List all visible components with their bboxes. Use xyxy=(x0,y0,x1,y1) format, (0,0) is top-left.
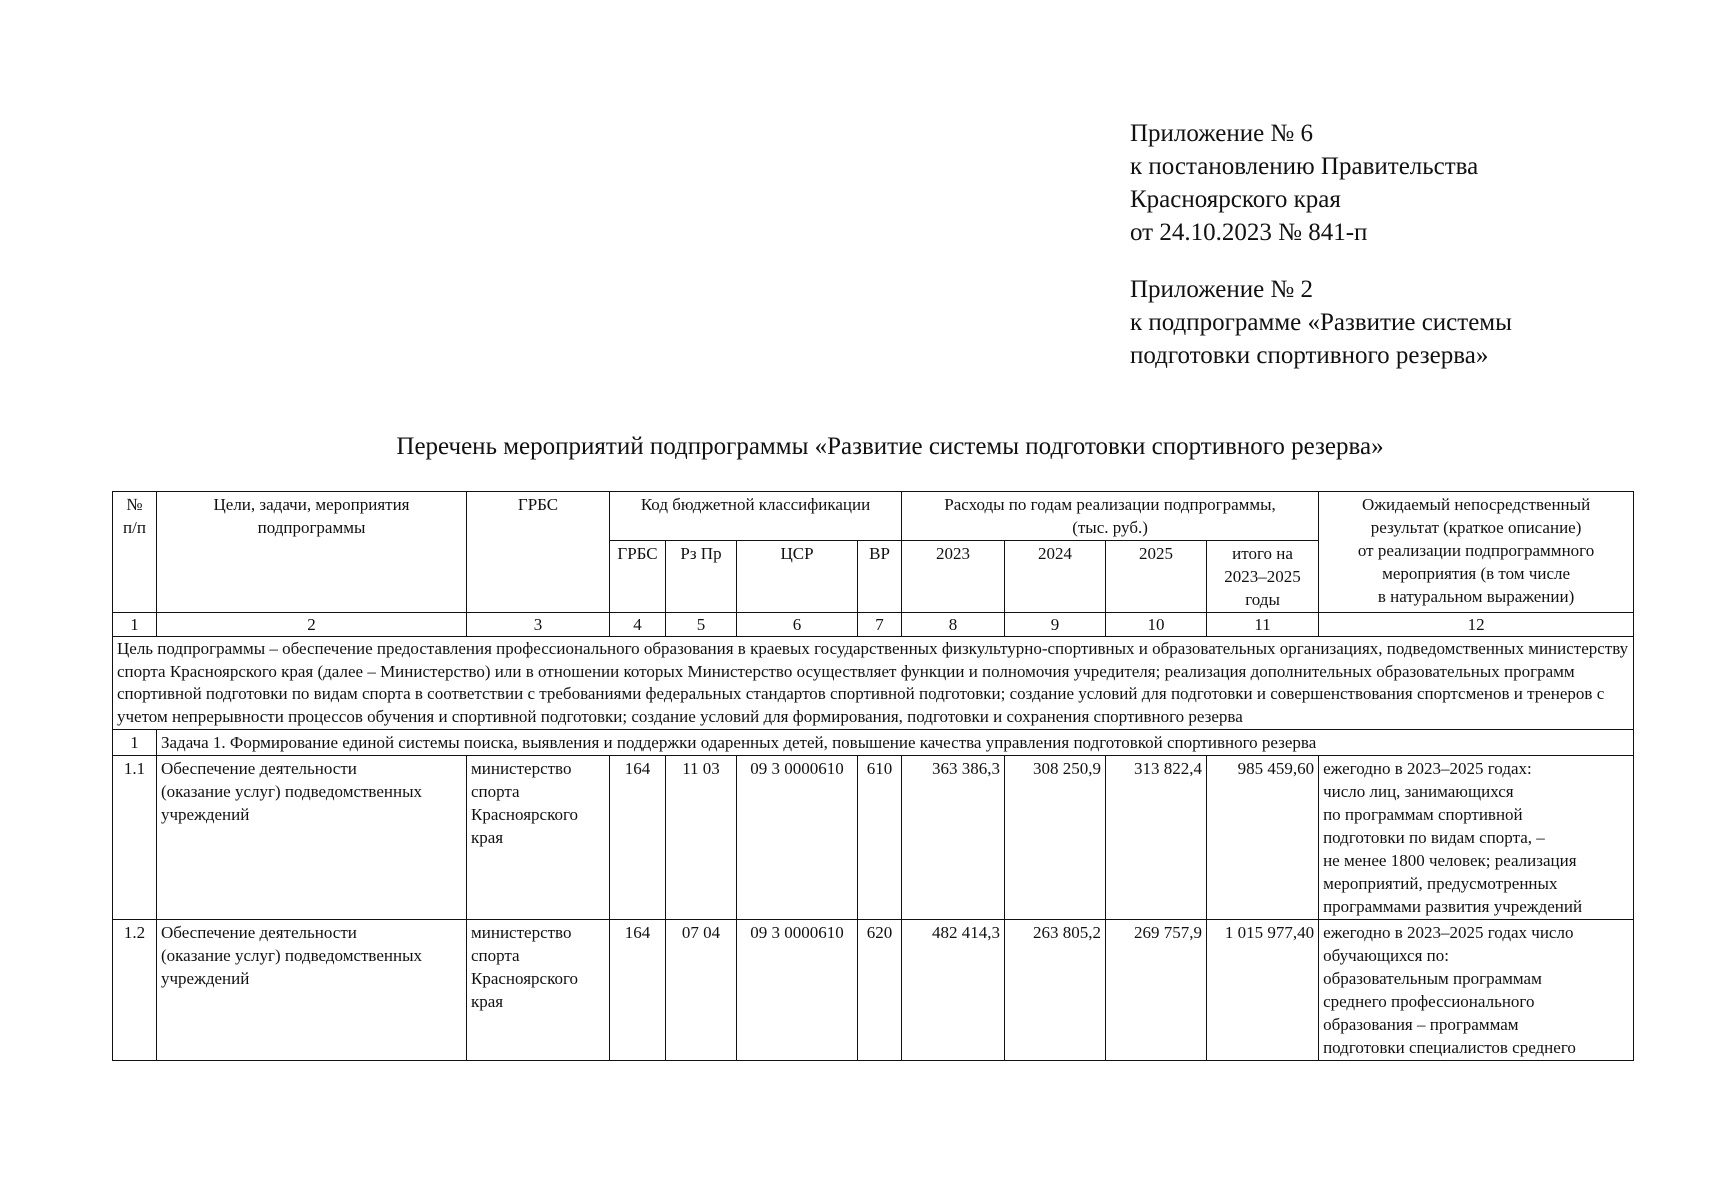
header-expenses: Расходы по годам реализации подпрограммы, (тыс. руб.) xyxy=(902,492,1319,541)
header-year-2025: 2025 xyxy=(1106,541,1207,613)
column-number: 4 xyxy=(610,613,666,637)
column-number: 5 xyxy=(666,613,737,637)
header-goals: Цели, задачи, мероприятия подпрограммы xyxy=(157,492,467,613)
row-rzpr: 07 04 xyxy=(666,920,737,1061)
goal-row xyxy=(113,637,1634,730)
row-csr: 09 3 0000610 xyxy=(737,756,858,920)
row-2025: 269 757,9 xyxy=(1106,920,1207,1061)
table-row xyxy=(113,756,1634,920)
column-number: 11 xyxy=(1207,613,1319,637)
row-code-grbs: 164 xyxy=(610,756,666,920)
row-name: Обеспечение деятельности (оказание услуг) подведомственных учреждений xyxy=(157,920,467,1061)
annex-6-line-2: к постановлению Правительства xyxy=(1130,153,1479,180)
header-budget-code: Код бюджетной классификации xyxy=(610,492,902,541)
goal-text: Цель подпрограммы – обеспечение предоставления профессионального образования в краевых государственных физкультурно-спортивных и образовательных организациях, подведомственных министерству спорта Красноярского края (далее – Министерство) или в отношении которых Министерство осуществляет функции и полномочия учредителя; реализация дополнительных образовательных программ спортивной подготовки по видам спорта в соответствии с требованиями федеральных стандартов спортивной подготовки; создание условий для подготовки и совершенствования спортсменов и тренеров с учетом непрерывности процессов обучения и спортивной подготовки; создание условий для формирования, подготовки и сохранения спортивного резерва xyxy=(113,637,1634,730)
row-code-grbs: 164 xyxy=(610,920,666,1061)
row-2023: 482 414,3 xyxy=(902,920,1005,1061)
table-row xyxy=(113,920,1634,1061)
row-vr: 620 xyxy=(858,920,902,1061)
row-result: ежегодно в 2023–2025 годах число обучающихся по: образовательным программам среднего профессионального образования – программам подготовки специалистов среднего xyxy=(1319,920,1634,1061)
row-total: 985 459,60 xyxy=(1207,756,1319,920)
column-number: 12 xyxy=(1319,613,1634,637)
column-number: 1 xyxy=(113,613,157,637)
header-year-2024: 2024 xyxy=(1005,541,1106,613)
activities-table xyxy=(112,491,1634,1061)
header-sub-grbs: ГРБС xyxy=(610,541,666,613)
header-sub-vr: ВР xyxy=(858,541,902,613)
column-number: 10 xyxy=(1106,613,1207,637)
row-2024: 263 805,2 xyxy=(1005,920,1106,1061)
row-total: 1 015 977,40 xyxy=(1207,920,1319,1061)
row-2023: 363 386,3 xyxy=(902,756,1005,920)
column-number: 7 xyxy=(858,613,902,637)
annex-6-line-1: Приложение № 6 xyxy=(1130,120,1314,147)
header-year-2023: 2023 xyxy=(902,541,1005,613)
row-vr: 610 xyxy=(858,756,902,920)
row-2025: 313 822,4 xyxy=(1106,756,1207,920)
row-result: ежегодно в 2023–2025 годах: число лиц, занимающихся по программам спортивной подготовки по видам спорта, – не менее 1800 человек; реализация мероприятий, предусмотренных программами развития учреждений xyxy=(1319,756,1634,920)
row-rzpr: 11 03 xyxy=(666,756,737,920)
row-num: 1.1 xyxy=(113,756,157,920)
annex-6-line-3: Красноярского края xyxy=(1130,186,1341,213)
row-num: 1.2 xyxy=(113,920,157,1061)
annex-2-line-1: Приложение № 2 xyxy=(1130,276,1314,303)
column-number: 3 xyxy=(467,613,610,637)
column-number: 9 xyxy=(1005,613,1106,637)
column-number: 2 xyxy=(157,613,467,637)
annex-6-line-4: от 24.10.2023 № 841-п xyxy=(1130,219,1368,246)
header-result: Ожидаемый непосредственный результат (краткое описание) от реализации подпрограммного мероприятия (в том числе в натуральном выражении) xyxy=(1319,492,1634,613)
annex-2-line-2: к подпрограмме «Развитие системы xyxy=(1130,309,1512,336)
row-grbs-name: министерство спорта Красноярского края xyxy=(467,756,610,920)
header-row-1 xyxy=(113,492,1634,541)
document-title: Перечень мероприятий подпрограммы «Развитие системы подготовки спортивного резерва» xyxy=(396,433,1384,460)
annex-2-block xyxy=(1130,273,1512,372)
row-2024: 308 250,9 xyxy=(1005,756,1106,920)
header-num: № п/п xyxy=(113,492,157,613)
header-grbs: ГРБС xyxy=(467,492,610,613)
annex-6-block xyxy=(1130,117,1478,249)
row-grbs-name: министерство спорта Красноярского края xyxy=(467,920,610,1061)
task-row xyxy=(113,730,1634,756)
column-number-row xyxy=(113,613,1634,637)
column-number: 6 xyxy=(737,613,858,637)
header-total: итого на 2023–2025 годы xyxy=(1207,541,1319,613)
header-sub-rzpr: Рз Пр xyxy=(666,541,737,613)
header-sub-csr: ЦСР xyxy=(737,541,858,613)
task-text: Задача 1. Формирование единой системы поиска, выявления и поддержки одаренных детей, повышение качества управления подготовкой спортивного резерва xyxy=(157,730,1634,756)
column-number: 8 xyxy=(902,613,1005,637)
annex-2-line-3: подготовки спортивного резерва» xyxy=(1130,342,1489,369)
row-name: Обеспечение деятельности (оказание услуг) подведомственных учреждений xyxy=(157,756,467,920)
row-csr: 09 3 0000610 xyxy=(737,920,858,1061)
task-num: 1 xyxy=(113,730,157,756)
